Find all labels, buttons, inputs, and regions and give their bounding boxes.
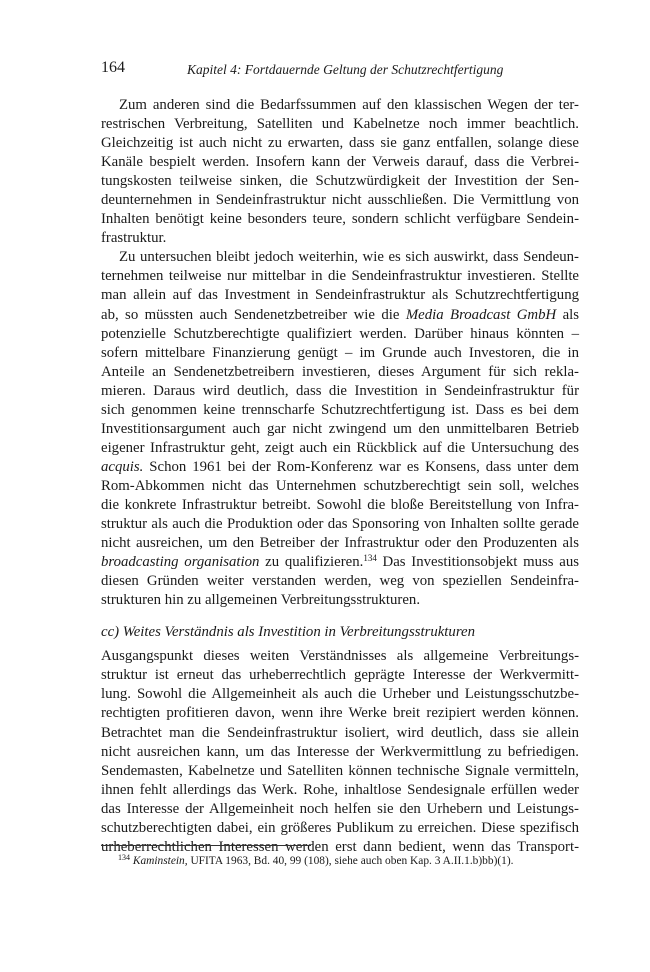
text-line: Zum anderen sind die Bedarfssummen auf den klassischen Wegen der ter- xyxy=(119,97,579,113)
text-line: sofern mittelbare Finanzierung genügt – im Grunde auch Investoren, die in xyxy=(101,344,579,361)
text-line: Ausgangspunkt dieses weiten Verständnisses als allgemeine Verbreitungs- xyxy=(101,648,579,665)
text-line xyxy=(101,553,579,572)
footnote-number: 134 xyxy=(118,853,130,862)
text-line: sich genommen keine trennscharfe Schutzrechtfertigung ist. Dass es bei dem xyxy=(101,401,579,418)
footnote-reference[interactable]: 134 xyxy=(363,553,377,564)
text-line: tungskosten teilweise sinken, die Schutzwürdigkeit der Investition der Sen- xyxy=(101,173,579,190)
text-line: das Interesse der Allgemeinheit noch helfen sie den Urhebern und Leistungs- xyxy=(101,800,579,817)
text-segment: als xyxy=(556,306,580,323)
italic-term: acquis. xyxy=(101,458,144,475)
text-line: eigener Infrastruktur geht, zeigt auch ein Rückblick auf die Untersuchung des xyxy=(101,439,579,456)
text-line: lung. Sowohl die Allgemeinheit als auch die Urheber und Leistungsschutzbe- xyxy=(101,686,579,703)
text-line xyxy=(101,458,579,477)
text-line: Anteile an Sendenetzbetreibern investieren, dieses Argument für sich rekla- xyxy=(101,363,579,380)
text-line: diesen Gründen weiter verstanden werden, weg von speziellen Sendeinfra- xyxy=(101,573,579,590)
text-line: schutzberechtigten dabei, ein größeres Publikum zu erreichen. Diese spezifisch xyxy=(101,819,579,836)
body-text xyxy=(101,96,579,857)
text-line: Betrachtet man die Sendeinfrastruktur isoliert, wird deutlich, dass sie allein xyxy=(101,724,579,741)
running-title: Kapitel 4: Fortdauernde Geltung der Schutzrechtfertigung xyxy=(187,62,504,77)
text-line: frastruktur. xyxy=(101,230,167,247)
text-line: man allein auf das Investment in Sendeinfrastruktur als Schutzrechtfertigung xyxy=(101,287,579,304)
text-line: urheberrechtlichen Interessen werden erst dann bedient, wenn das Transport- xyxy=(101,838,579,855)
text-segment: ab, so müssten auch Sendenetzbetreiber wie die xyxy=(101,306,406,323)
text-line: strukturen hin zu allgemeinen Verbreitungsstrukturen. xyxy=(101,592,421,609)
text-line: die konkrete Infrastruktur betreibt. Sowohl die bloße Bereitstellung von Infra- xyxy=(101,496,579,513)
paragraph-1 xyxy=(101,96,579,248)
text-line: struktur ist erneut das urheberrechtlich geprägte Interesse der Werkvermitt- xyxy=(101,667,579,684)
text-line: nicht ausreichen kann, um das Interesse der Werkvermittlung zu befriedigen. xyxy=(101,743,579,760)
paragraph-3 xyxy=(101,647,579,857)
text-line: potenzielle Schutzberechtigte qualifiziert werden. Darüber hinaus könnten – xyxy=(101,325,579,342)
text-line: Zu untersuchen bleibt jedoch weiterhin, wie es sich auswirkt, dass Sendeun- xyxy=(119,249,579,266)
footnote-author: Kaminstein, xyxy=(132,855,188,867)
text-line: Gleichzeitig ist auch nicht zu erwarten, dass sie ganz entfallen, solange diese xyxy=(101,135,579,152)
text-line xyxy=(101,306,579,325)
text-line: Rom-Abkommen nicht das Unternehmen schutzberechtigt sein soll, welches xyxy=(101,477,579,494)
text-segment: Schon 1961 bei der Rom-Konferenz war es Konsens, dass unter dem xyxy=(143,458,579,475)
text-segment: zu qualifizieren. xyxy=(259,554,364,571)
text-line: ihnen fehlt allerdings das Werk. Rohe, inhaltlose Sendesignale erfüllen weder xyxy=(101,781,579,798)
text-line: restrischen Verbreitung, Satelliten und Kabelnetze noch immer beachtlich. xyxy=(101,116,579,133)
text-line: nicht ausreichen, um den Betreiber der Infrastruktur oder den Produzenten als xyxy=(101,535,579,552)
footnote-separator xyxy=(101,845,311,846)
text-line: struktur als auch die Produktion oder das Sponsoring von Inhalten sollte gerade xyxy=(101,516,579,533)
section-heading: cc) Weites Verständnis als Investition in Verbreitungsstrukturen xyxy=(101,624,475,641)
page-number: 164 xyxy=(101,59,125,76)
footnote-134 xyxy=(118,855,578,867)
footnote-text: UFITA 1963, Bd. 40, 99 (108), siehe auch oben Kap. 3 A.II.1.b)bb)(1). xyxy=(187,855,514,867)
text-line: mieren. Daraus wird deutlich, dass die Investition in Sendeinfrastruktur für xyxy=(101,382,579,399)
italic-term: broadcasting organisation xyxy=(101,554,260,571)
text-line: Kanäle bespielt werden. Insofern kann der Verweis darauf, dass die Verbrei- xyxy=(101,154,579,171)
text-line: deunternehmen in Sendeinfrastruktur nicht ausschließen. Die Vermittlung von xyxy=(101,192,579,209)
text-line: Investitionsargument auch gar nicht zwingend um den unmittelbaren Betrieb xyxy=(101,420,579,437)
paragraph-2 xyxy=(101,248,579,610)
company-name: Media Broadcast GmbH xyxy=(405,306,557,323)
text-line: Inhalten benötigt keine besonders teure, sondern schlicht verfügbare Sendein- xyxy=(101,211,579,228)
text-segment: Das Investitionsobjekt muss aus xyxy=(376,554,579,571)
text-line: ternehmen teilweise nur mittelbar in die Sendeinfrastruktur investieren. Stellte xyxy=(101,268,579,285)
text-line: rechtigten profitieren davon, wenn ihre Werke breit rezipiert werden können. xyxy=(101,705,579,722)
text-line: Sendemasten, Kabelnetze und Satelliten können technische Signale vermitteln, xyxy=(101,762,579,779)
